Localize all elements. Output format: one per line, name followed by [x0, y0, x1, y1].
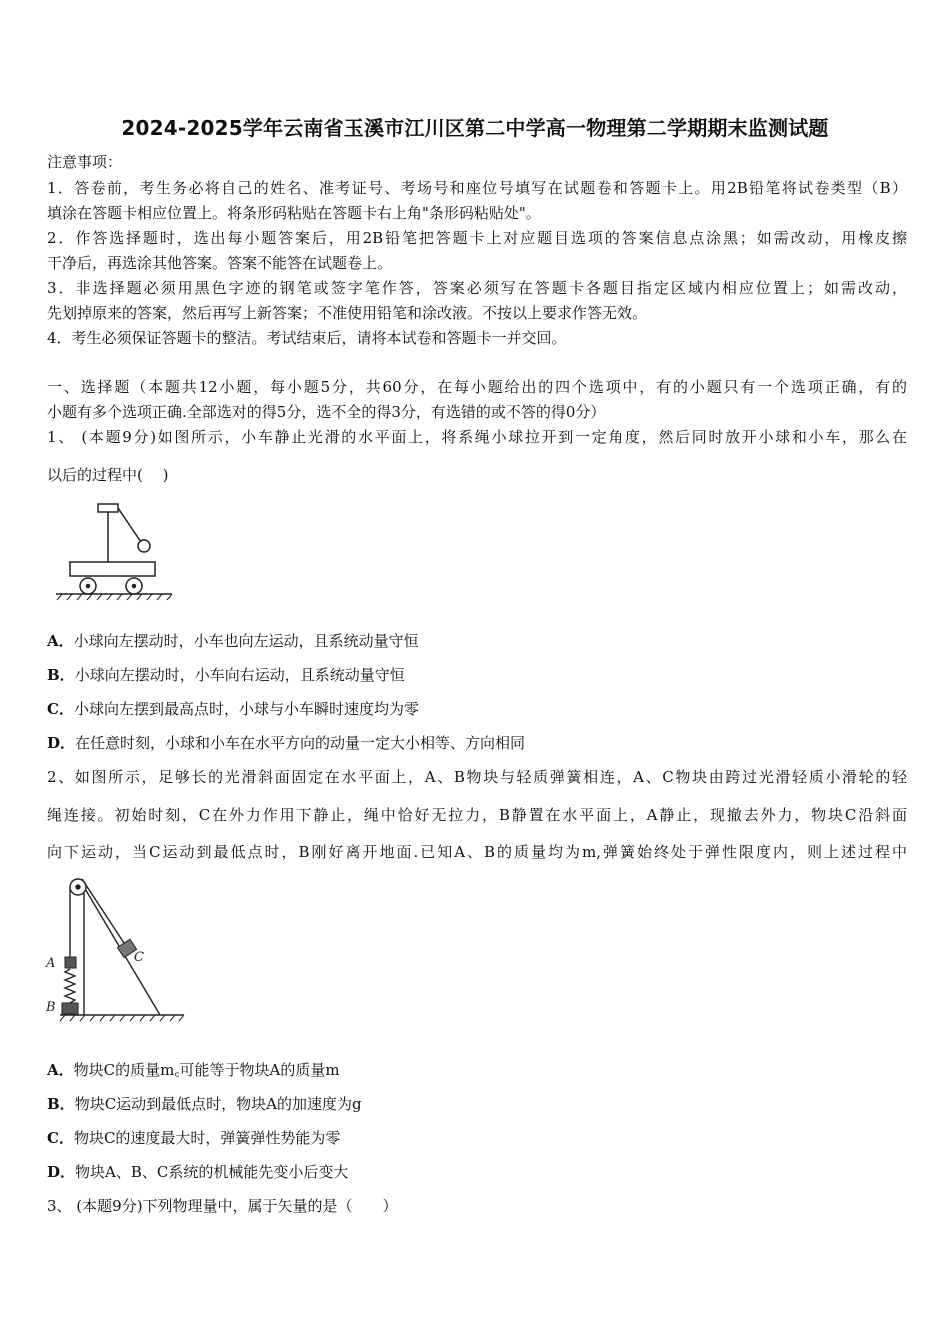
option-text: 物块C的质量m꜀可能等于物块A的质量m — [73, 1061, 340, 1079]
cart-pendulum-figure — [52, 498, 177, 608]
notice-line: 1．答卷前，考生务必将自己的姓名、准考证号、考场号和座位号填写在试题卷和答题卡上。用2B铅笔将试卷类型（B） — [47, 179, 907, 197]
option-label: D． — [47, 734, 76, 752]
option-text: 在任意时刻，小球和小车在水平方向的动量一定大小相等、方向相同 — [75, 734, 526, 752]
q1-option-a[interactable] — [47, 631, 419, 651]
page-title: 2024-2025学年云南省玉溪市江川区第二中学高一物理第二学期期末监测试题 — [121, 116, 829, 140]
q1-option-d[interactable] — [47, 733, 525, 753]
option-text: 物块A、B、C系统的机械能先变小后变大 — [75, 1163, 349, 1181]
label-c: C — [134, 950, 144, 965]
notice-line: 先划掉原来的答案，然后再写上新答案；不准使用铅笔和涂改液。不按以上要求作答无效。 — [47, 304, 648, 322]
option-label: C． — [47, 700, 74, 718]
option-label: B． — [47, 666, 75, 684]
question-2-stem-cont: 向下运动，当C运动到最低点时，B刚好离开地面.已知A、B的质量均为m,弹簧始终处于弹性限度内，则上述过程中 — [47, 843, 907, 861]
incline-pulley-figure — [40, 875, 188, 1025]
option-text: 物块C的速度最大时，弹簧弹性势能为零 — [73, 1129, 341, 1147]
q2-option-d[interactable] — [47, 1162, 348, 1182]
option-label: A． — [47, 1061, 74, 1079]
section-heading: 一、选择题（本题共12小题，每小题5分，共60分，在每小题给出的四个选项中，有的小题只有一个选项正确，有的 — [47, 378, 907, 396]
option-label: D． — [47, 1163, 76, 1181]
option-text: 物块C运动到最低点时，物块A的加速度为g — [74, 1095, 362, 1113]
question-1-stem: 1、 (本题9分)如图所示，小车静止光滑的水平面上，将系绳小球拉开到一定角度，然后同时放开小球和小车，那么在 — [47, 428, 907, 446]
q2-option-a[interactable] — [47, 1060, 340, 1080]
question-2-stem: 2、如图所示，足够长的光滑斜面固定在水平面上，A、B物块与轻质弹簧相连，A、C物块由跨过光滑轻质小滑轮的轻 — [47, 768, 907, 786]
question-2-stem-cont: 绳连接。初始时刻，C在外力作用下静止，绳中恰好无拉力，B静置在水平面上，A静止，现撤去外力，物块C沿斜面 — [47, 806, 907, 824]
notice-line: 4．考生必须保证答题卡的整洁。考试结束后，请将本试卷和答题卡一并交回。 — [47, 329, 567, 347]
question-3-stem: 3、 (本题9分)下列物理量中，属于矢量的是（ ） — [47, 1197, 398, 1215]
option-label: B． — [47, 1095, 75, 1113]
notice-line: 填涂在答题卡相应位置上。将条形码粘贴在答题卡右上角"条形码粘贴处"。 — [47, 204, 541, 222]
q1-option-c[interactable] — [47, 699, 419, 719]
notice-heading: 注意事项： — [47, 153, 123, 171]
label-b: B — [46, 1000, 56, 1015]
notice-line: 3．非选择题必须用黑色字迹的钢笔或签字笔作答，答案必须写在答题卡各题目指定区域内相应位置上；如需改动， — [47, 279, 907, 297]
q1-option-b[interactable] — [47, 665, 405, 685]
option-text: 小球向左摆到最高点时，小球与小车瞬时速度均为零 — [73, 700, 419, 718]
option-text: 小球向左摆动时，小车也向左运动，且系统动量守恒 — [73, 632, 419, 650]
notice-line: 干净后，再选涂其他答案。答案不能答在试题卷上。 — [47, 254, 393, 272]
notice-line: 2．作答选择题时，选出每小题答案后，用2B铅笔把答题卡上对应题目选项的答案信息点涂黑；如需改动，用橡皮擦 — [47, 229, 907, 247]
q2-option-c[interactable] — [47, 1128, 340, 1148]
question-1-stem-cont: 以后的过程中( ) — [47, 466, 169, 484]
option-label: A． — [47, 632, 74, 650]
section-heading-cont: 小题有多个选项正确.全部选对的得5分，选不全的得3分，有选错的或不答的得0分） — [47, 403, 606, 421]
label-a: A — [46, 956, 56, 971]
option-text: 小球向左摆动时，小车向右运动，且系统动量守恒 — [74, 666, 405, 684]
option-label: C． — [47, 1129, 74, 1147]
q2-option-b[interactable] — [47, 1094, 362, 1114]
